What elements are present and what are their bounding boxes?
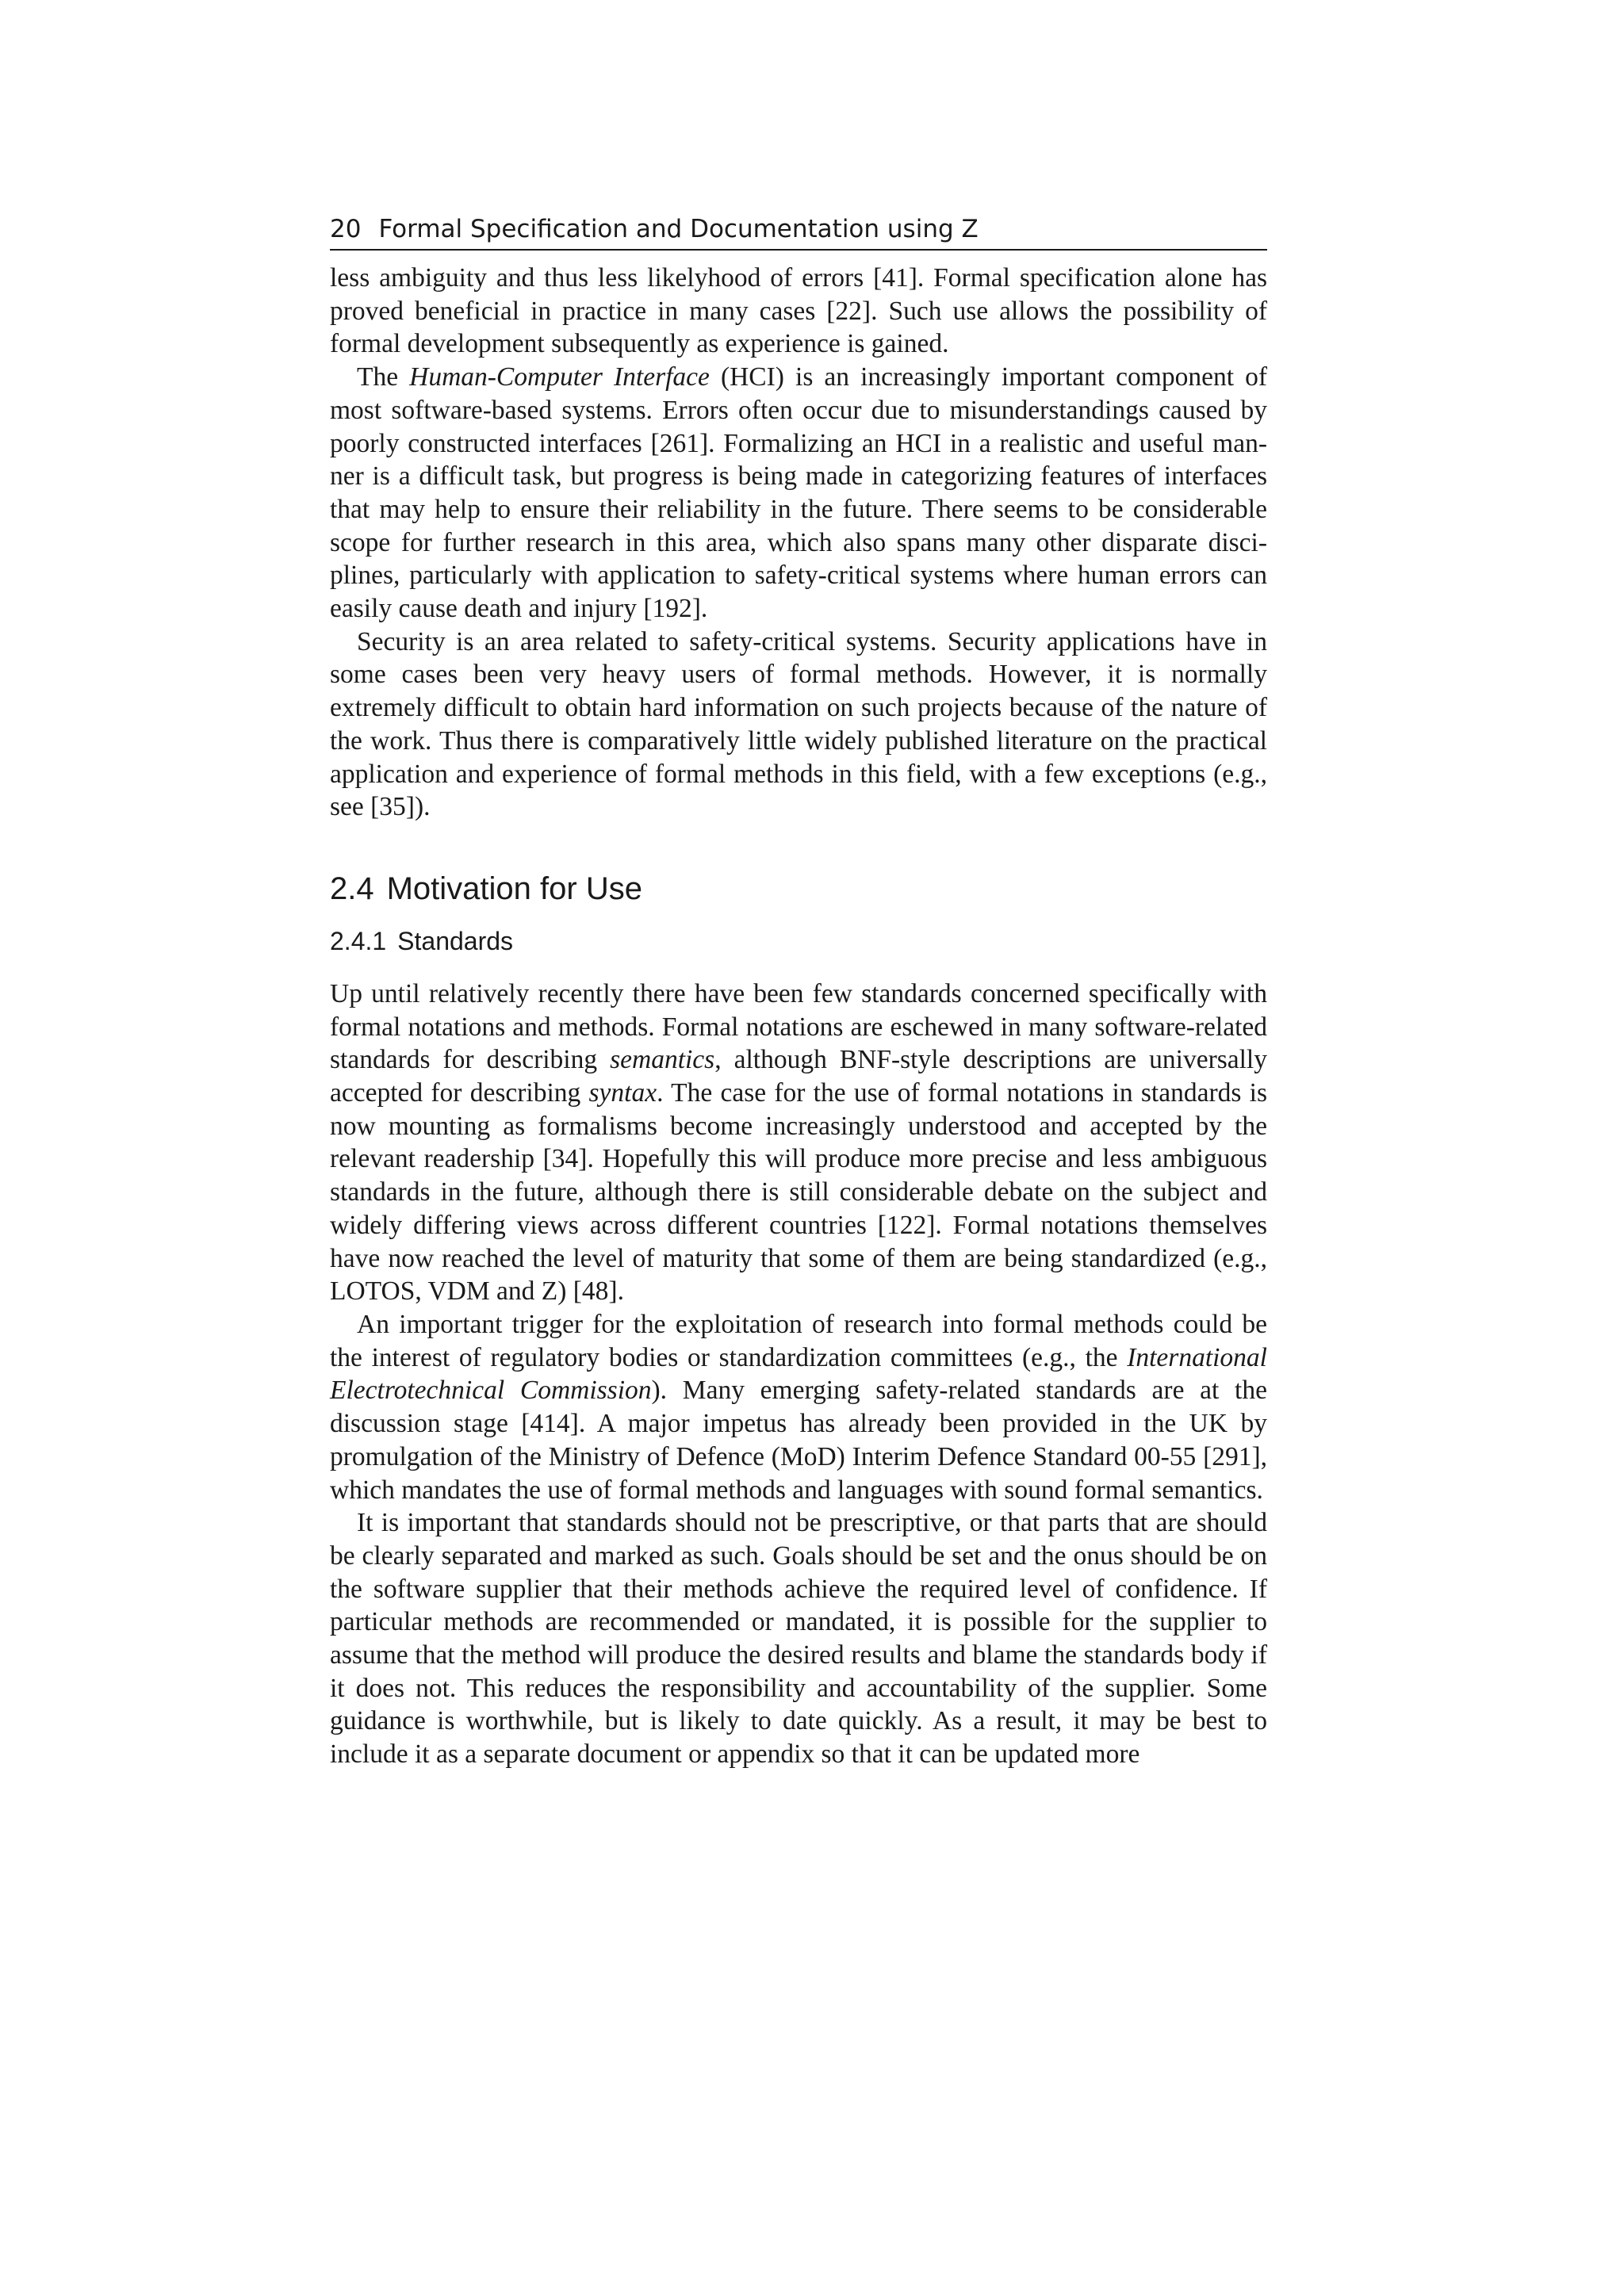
- paragraph: [330, 361, 1267, 626]
- subsection-title: Standards: [397, 926, 514, 955]
- italic-term: Human-Computer Interface: [409, 362, 710, 392]
- text-run: Up until relatively recently there have been few standards concerned specifically with formal notations and methods. Formal notations are eschewed in many software-related standards for describing: [330, 978, 1267, 1075]
- subsection-heading: [330, 925, 1267, 957]
- section-title: Motivation for Use: [386, 871, 642, 906]
- italic-term: International Electrotechnical Commission: [330, 1342, 1267, 1406]
- text-run: , although BNF-style descriptions are universally accepted for describing: [330, 1045, 1267, 1108]
- section-heading: [330, 870, 1267, 908]
- paragraph: [330, 1506, 1267, 1771]
- paragraph: [330, 626, 1267, 824]
- section-number: 2.4: [330, 871, 374, 906]
- text-run: less ambiguity and thus less likelyhood of errors [41]. Formal specification alone has proved beneficial in practice in many cases [22]. Such use allows the possibility of formal development subsequently as experience is gained.: [330, 263, 1267, 359]
- top-text-block: [330, 262, 1267, 824]
- text-run: . The case for the use of formal notations in standards is now mounting as formalisms become increasingly understood and accepted by the relevant readership [34]. Hopefully this will produce more precise and less ambiguous standards in the future, although there is still considerable debate on the subject and widely differing views across different countries [122]. Formal notations themselves have now reached the level of maturity that some of them are being standardized (e.g., LOTOS, VDM and Z) [48].: [330, 1078, 1267, 1307]
- page-number: 20: [330, 215, 362, 243]
- text-run: ). Many emerging safety-related standards are at the discussion stage [414]. A major impetus has already been provided in the UK by promulgation of the Ministry of Defence (MoD) Interim Defence Standard 00-55 [291], which mandates the use of formal methods and languages with sound formal semantics.: [330, 1376, 1267, 1505]
- text-run: (HCI) is an increasingly important component of most software-based systems. Errors often occur due to misunderstandings caused by poorly constructed interfaces [261]. Formalizing an HCI in a realistic and useful manner is a difficult task, but progress is being made in categorizing features of interfaces that may help to ensure their reliability in the future. There seems to be considerable scope for further research in this area, which also spans many other disparate disciplines, particularly with application to safety-critical systems where human errors can easily cause death and injury [192].: [330, 362, 1267, 624]
- paragraph: [330, 1308, 1267, 1506]
- text-run: Security is an area related to safety-critical systems. Security applications have in some cases been very heavy users of formal methods. However, it is normally extremely difficult to obtain hard information on such projects because of the nature of the work. Thus there is comparatively little widely published literature on the practical application and experience of formal methods in this field, with a few exceptions (e.g., see [35]).: [330, 626, 1267, 822]
- standards-text-block: [330, 978, 1267, 1771]
- paragraph: [330, 262, 1267, 361]
- text-run: It is important that standards should not be prescriptive, or that parts that are should be clearly separated and marked as such. Goals should be set and the onus should be on the software supplier that their methods achieve the required level of confidence. If particular methods are recommended or mandated, it is possible for the supplier to assume that the method will produce the desired results and blame the standards body if it does not. This reduces the responsibility and accountability of the supplier. Some guidance is worthwhile, but is likely to date quickly. As a result, it may be best to include it as a separate document or appendix so that it can be updated more: [330, 1508, 1267, 1770]
- text-run: The: [357, 362, 410, 392]
- italic-term: semantics: [610, 1045, 715, 1075]
- book-page: [330, 212, 1267, 1771]
- running-title: Formal Specification and Documentation using Z: [378, 215, 979, 243]
- running-header: [330, 212, 1267, 251]
- subsection-number: 2.4.1: [330, 926, 387, 955]
- italic-term: syntax: [588, 1078, 657, 1108]
- text-run: An important trigger for the exploitation of research into formal methods could be the interest of regulatory bodies or standardization committees (e.g., the: [330, 1309, 1267, 1372]
- paragraph: [330, 978, 1267, 1308]
